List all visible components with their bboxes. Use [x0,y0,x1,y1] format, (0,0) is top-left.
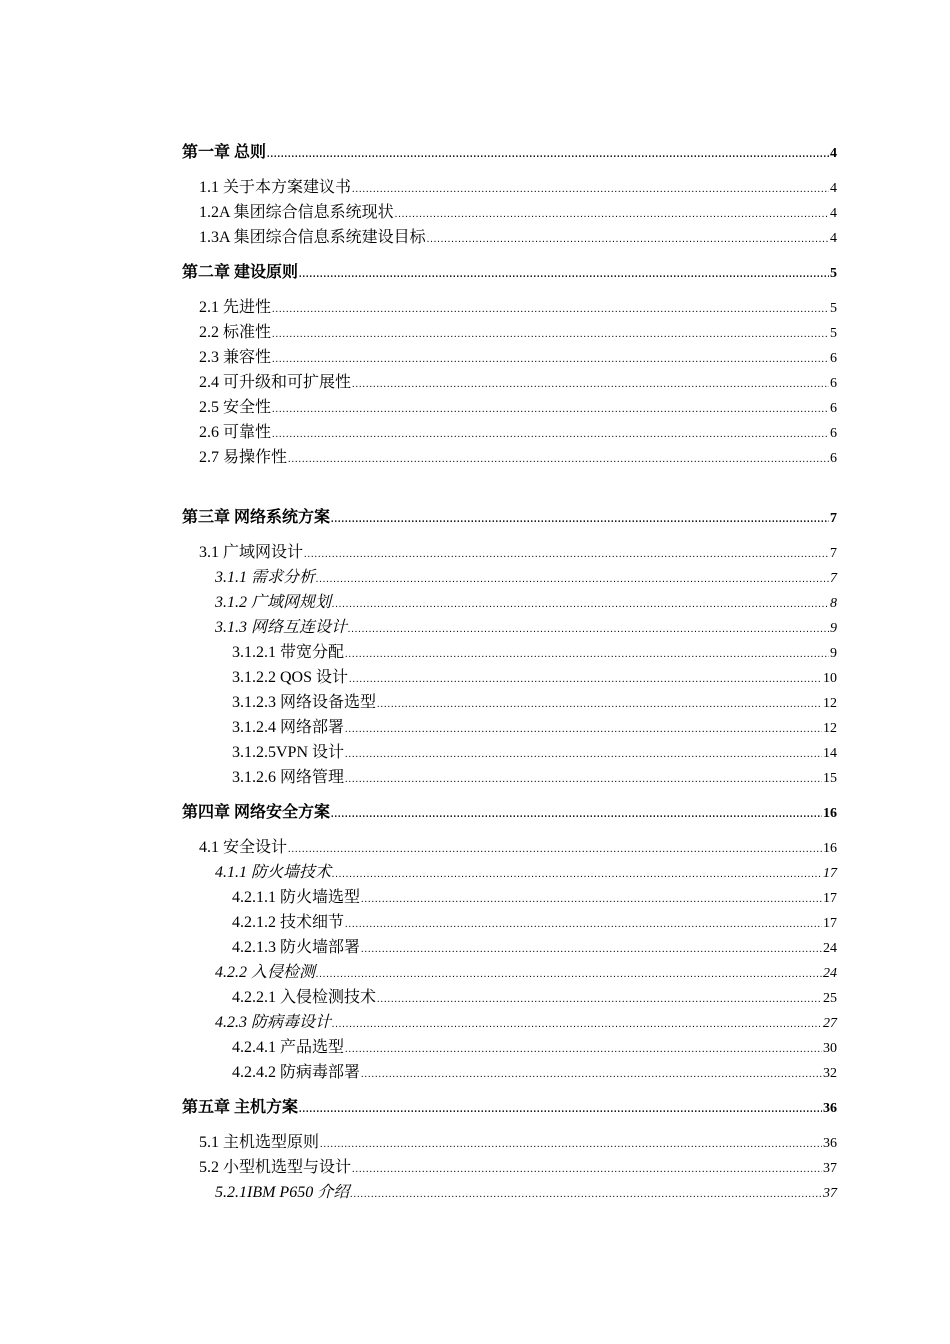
toc-entry[interactable] [182,295,837,320]
toc-entry[interactable] [182,225,837,250]
dot-leader [361,1062,822,1087]
toc-entry[interactable] [182,1180,837,1205]
toc-entry[interactable] [182,260,837,285]
toc-entry[interactable] [182,910,837,935]
toc-entry[interactable] [182,690,837,715]
dot-leader [348,617,829,642]
toc-entry-title: 2.2 标准性 [199,324,272,341]
dot-leader [316,962,822,987]
toc-entry-title: 4.1.1 防火墙技术 [215,864,332,881]
dot-leader [345,742,822,767]
toc-entry-page-number: 9 [830,646,837,661]
dot-leader [427,227,829,252]
toc-entry-title: 4.2.1.1 防火墙选型 [232,889,361,906]
dot-leader [332,862,822,887]
toc-entry-title: 2.5 安全性 [199,399,272,416]
toc-entry[interactable] [182,985,837,1010]
toc-entry[interactable] [182,1010,837,1035]
toc-entry-title: 3.1.2.6 网络管理 [232,769,345,786]
toc-entry[interactable] [182,370,837,395]
toc-entry-page-number: 37 [823,1186,837,1201]
toc-entry-page-number: 17 [823,866,837,881]
toc-entry-page-number: 6 [830,451,837,466]
dot-leader [299,262,829,287]
toc-entry-title: 3.1.2.1 带宽分配 [232,644,345,661]
toc-entry-page-number: 7 [830,546,837,561]
toc-entry-page-number: 16 [823,806,837,821]
dot-leader [288,447,829,472]
toc-entry-title: 4.2.4.2 防病毒部署 [232,1064,361,1081]
toc-entry[interactable] [182,935,837,960]
dot-leader [361,937,822,962]
dot-leader [267,142,829,167]
toc-entry-page-number: 7 [830,511,837,526]
toc-entry-title: 4.1 安全设计 [199,839,288,856]
toc-entry-title: 4.2.2.1 入侵检测技术 [232,989,377,1006]
toc-entry[interactable] [182,505,837,530]
toc-entry-title: 5.2.1IBM P650 介绍 [215,1184,350,1201]
toc-entry[interactable] [182,175,837,200]
toc-entry-page-number: 12 [823,721,837,736]
dot-leader [272,397,829,422]
toc-entry-title: 第一章 总则 [182,144,267,161]
toc-entry[interactable] [182,1155,837,1180]
toc-entry[interactable] [182,590,837,615]
toc-entry-page-number: 4 [830,206,837,221]
toc-entry-page-number: 17 [823,891,837,906]
toc-entry-page-number: 14 [823,746,837,761]
toc-entry-page-number: 4 [830,231,837,246]
toc-entry-page-number: 6 [830,401,837,416]
toc-entry-title: 3.1.3 网络互连设计 [215,619,348,636]
toc-entry[interactable] [182,420,837,445]
toc-entry-title: 4.2.3 防病毒设计 [215,1014,332,1031]
toc-entry-title: 4.2.4.1 产品选型 [232,1039,345,1056]
toc-entry-title: 2.1 先进性 [199,299,272,316]
dot-leader [345,1037,822,1062]
dot-leader [272,297,829,322]
toc-entry-page-number: 8 [830,596,837,611]
toc-entry-title: 3.1.2.4 网络部署 [232,719,345,736]
dot-leader [352,372,829,397]
toc-entry-title: 4.2.2 入侵检测 [215,964,316,981]
toc-entry[interactable] [182,765,837,790]
toc-entry-page-number: 37 [823,1161,837,1176]
toc-entry[interactable] [182,345,837,370]
dot-leader [288,837,822,862]
toc-entry-page-number: 6 [830,376,837,391]
toc-entry-title: 第二章 建设原则 [182,264,299,281]
toc-entry-title: 3.1 广域网设计 [199,544,304,561]
dot-leader [304,542,829,567]
toc-entry-title: 3.1.2 广域网规划 [215,594,332,611]
toc-entry[interactable] [182,540,837,565]
dot-leader [332,1012,822,1037]
toc-entry-title: 3.1.1 需求分析 [215,569,316,586]
toc-entry-page-number: 36 [823,1101,837,1116]
toc-entry[interactable] [182,740,837,765]
toc-entry-page-number: 5 [830,301,837,316]
toc-entry[interactable] [182,615,837,640]
toc-entry[interactable] [182,800,837,825]
toc-entry-page-number: 24 [823,941,837,956]
toc-entry-title: 3.1.2.3 网络设备选型 [232,694,377,711]
dot-leader [361,887,822,912]
dot-leader [332,592,829,617]
dot-leader [352,1157,822,1182]
toc-entry-title: 2.4 可升级和可扩展性 [199,374,352,391]
toc-entry[interactable] [182,320,837,345]
dot-leader [345,912,822,937]
toc-entry[interactable] [182,200,837,225]
dot-leader [395,202,829,227]
dot-leader [345,717,822,742]
toc-entry-title: 1.3A 集团综合信息系统建设目标 [199,229,426,246]
toc-entry-page-number: 10 [823,671,837,686]
dot-leader [349,667,822,692]
toc-entry-title: 3.1.2.5VPN 设计 [232,744,345,761]
toc-entry[interactable] [182,860,837,885]
dot-leader [345,642,829,667]
dot-leader [272,422,829,447]
toc-entry[interactable] [182,1130,837,1155]
toc-entry-page-number: 27 [823,1016,837,1031]
toc-entry-title: 1.1 关于本方案建议书 [199,179,352,196]
dot-leader [345,767,822,792]
toc-entry-title: 4.2.1.2 技术细节 [232,914,345,931]
dot-leader [350,1182,822,1207]
toc-entry[interactable] [182,715,837,740]
toc-entry-title: 第五章 主机方案 [182,1099,299,1116]
toc-entry-title: 2.3 兼容性 [199,349,272,366]
dot-leader [377,692,822,717]
dot-leader [352,177,829,202]
toc-entry-title: 2.7 易操作性 [199,449,288,466]
dot-leader [299,1097,822,1122]
toc-entry[interactable] [182,960,837,985]
toc-entry[interactable] [182,1035,837,1060]
toc-entry-page-number: 7 [830,571,837,586]
toc-entry-page-number: 30 [823,1041,837,1056]
toc-entry-title: 2.6 可靠性 [199,424,272,441]
dot-leader [272,347,829,372]
dot-leader [331,507,829,532]
toc-entry[interactable] [182,640,837,665]
toc-entry[interactable] [182,665,837,690]
toc-entry-page-number: 5 [830,266,837,281]
toc-entry-page-number: 5 [830,326,837,341]
toc-entry[interactable] [182,395,837,420]
toc-entry-page-number: 4 [830,146,837,161]
toc-entry[interactable] [182,445,837,470]
toc-entry-title: 5.1 主机选型原则 [199,1134,320,1151]
toc-entry[interactable] [182,1060,837,1085]
dot-leader [331,802,822,827]
toc-entry-page-number: 6 [830,426,837,441]
toc-entry-page-number: 17 [823,916,837,931]
toc-entry-page-number: 4 [830,181,837,196]
toc-entry-page-number: 6 [830,351,837,366]
toc-entry-title: 1.2A 集团综合信息系统现状 [199,204,394,221]
toc-entry[interactable] [182,565,837,590]
dot-leader [320,1132,822,1157]
toc-entry-title: 3.1.2.2 QOS 设计 [232,669,349,686]
toc-entry-page-number: 32 [823,1066,837,1081]
toc-entry-page-number: 36 [823,1136,837,1151]
toc-entry[interactable] [182,140,837,165]
dot-leader [377,987,822,1012]
toc-entry-title: 4.2.1.3 防火墙部署 [232,939,361,956]
toc-entry[interactable] [182,885,837,910]
dot-leader [316,567,829,592]
toc-entry-title: 第三章 网络系统方案 [182,509,331,526]
toc-entry-page-number: 24 [823,966,837,981]
toc-entry-page-number: 25 [823,991,837,1006]
table-of-contents [182,140,837,1205]
toc-entry-title: 5.2 小型机选型与设计 [199,1159,352,1176]
dot-leader [272,322,829,347]
toc-entry-title: 第四章 网络安全方案 [182,804,331,821]
toc-entry[interactable] [182,835,837,860]
toc-entry-page-number: 16 [823,841,837,856]
toc-entry-page-number: 15 [823,771,837,786]
toc-entry-page-number: 12 [823,696,837,711]
toc-entry-page-number: 9 [830,621,837,636]
toc-entry[interactable] [182,1095,837,1120]
